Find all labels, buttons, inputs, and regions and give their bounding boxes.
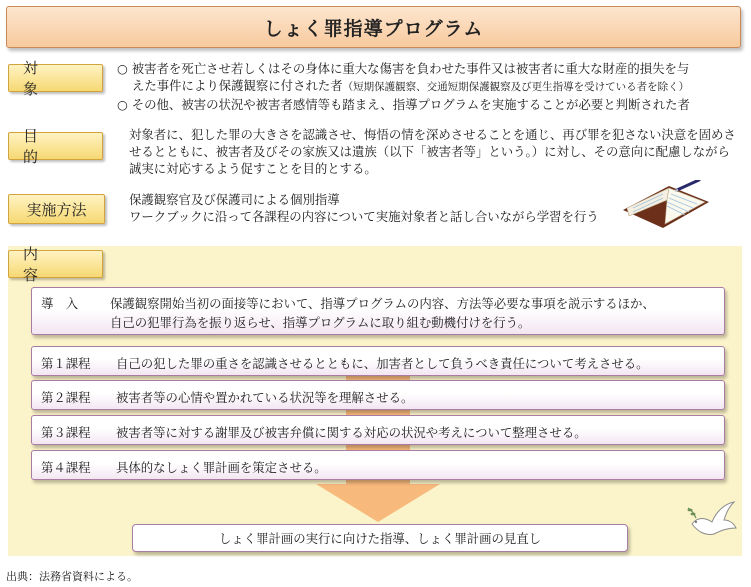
course-4-text: 具体的なしょく罪計画を策定させる。 — [116, 460, 327, 475]
target-line-2-note: （短期保護観察、交通短期保護観察及び更生指導を受けている者を除く） — [342, 81, 690, 93]
course-2-text: 被害者等の心情や置かれている状況等を理解させる。 — [116, 390, 414, 405]
purpose-line-3: 誠実に対応するよう促すことを目的とする。 — [129, 161, 377, 176]
intro-line-1: 保護観察開始当初の面接等において、指導プログラムの内容、方法等必要な事項を説示するほか、 — [110, 296, 655, 311]
purpose-label: 目 的 — [8, 132, 103, 160]
content-label: 内 容 — [8, 250, 103, 278]
target-line-2-main: えた事件により保護観察に付された者 — [132, 78, 343, 93]
method-line-2: ワークブックに沿って各課程の内容について実施対象者と話し合いながら学習を行う — [129, 209, 599, 224]
source-note: 出典：法務省資料による。 — [6, 570, 138, 583]
course-2-heading: 第２課程 — [41, 390, 91, 405]
course-1-heading: 第１課程 — [41, 356, 91, 371]
course-4-box — [31, 450, 725, 480]
course-1-box — [31, 346, 725, 376]
course-4-heading: 第４課程 — [41, 460, 91, 475]
course-3-heading: 第３課程 — [41, 425, 91, 440]
course-3-text: 被害者等に対する謝罪及び被害弁償に関する対応の状況や考えについて整理させる。 — [116, 425, 587, 440]
intro-line-2: 自己の犯罪行為を振り返らせ、指導プログラムに取り組む動機付けを行う。 — [110, 315, 531, 330]
course-3-box — [31, 415, 725, 445]
course-2-box — [31, 380, 725, 410]
target-label: 対 象 — [8, 64, 103, 92]
purpose-line-1: 対象者に、犯した罪の大きさを認識させ、悔悟の情を深めさせることを通じ、再び罪を犯さない決意を固めさ — [129, 127, 736, 142]
page-title: しょく罪指導プログラム — [6, 6, 741, 48]
purpose-line-2: せるとともに、被害者及びその家族又は遺族（以下「被害者等」という。）に対し、その意向に配慮しながら — [129, 144, 730, 159]
method-line-1: 保護観察官及び保護司による個別指導 — [129, 192, 340, 207]
intro-box — [31, 287, 725, 335]
dove-icon — [684, 494, 740, 544]
target-line-3: ○ その他、被害の状況や被害者感情等も踏まえ、指導プログラムを実施することが必要と判断された者 — [117, 97, 690, 112]
target-line-1: ○ 被害者を死亡させ若しくはその身体に重大な傷害を負わせた事件又は被害者に重大な財産的損失を与 — [117, 61, 690, 76]
course-1-text: 自己の犯した罪の重さを認識させるとともに、加害者として負うべき責任について考えさせる。 — [116, 356, 649, 371]
final-step-box: しょく罪計画の実行に向けた指導、しょく罪計画の見直し — [132, 524, 628, 552]
method-label: 実施方法 — [8, 194, 105, 224]
intro-heading: 導 入 — [41, 296, 79, 311]
